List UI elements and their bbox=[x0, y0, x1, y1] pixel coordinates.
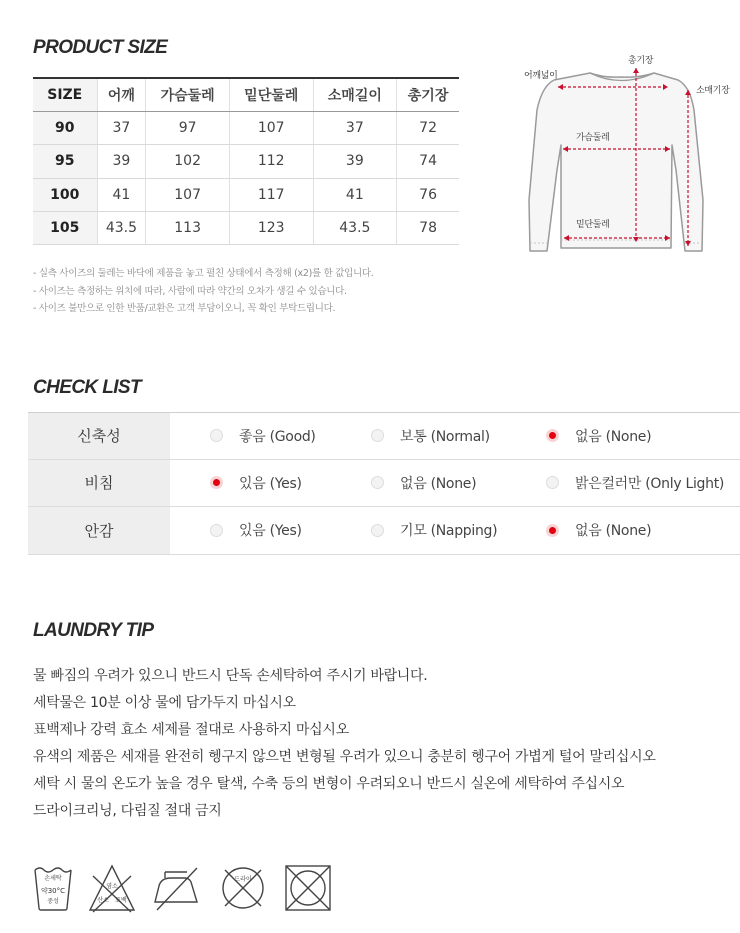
size-table-header: 밑단둘레 bbox=[229, 78, 313, 111]
radio-icon bbox=[371, 476, 384, 489]
size-table-cell: 107 bbox=[229, 111, 313, 144]
size-table-cell: 41 bbox=[97, 178, 146, 211]
check-option[interactable]: 없음 (None) bbox=[546, 507, 651, 554]
care-icon-text: 염소 bbox=[106, 883, 118, 890]
diagram-label-shoulder: 어깨넓이 bbox=[524, 71, 558, 81]
size-table-cell: 117 bbox=[229, 178, 313, 211]
laundry-tips bbox=[33, 663, 656, 825]
size-table-header: 총기장 bbox=[397, 78, 459, 111]
check-row-lining bbox=[28, 507, 740, 555]
care-icon-text: 약30°C bbox=[40, 887, 66, 895]
care-icon-text: 손세탁 bbox=[44, 875, 62, 882]
radio-icon bbox=[546, 429, 559, 442]
check-option[interactable]: 있음 (Yes) bbox=[210, 460, 302, 507]
size-table-cell: 72 bbox=[397, 111, 459, 144]
size-table-cell: 95 bbox=[33, 145, 97, 178]
check-option[interactable]: 밝은컬러만 (Only Light) bbox=[546, 460, 724, 507]
check-list-table bbox=[28, 412, 740, 555]
size-note: - 사이즈 불만으로 인한 반품/교환은 고객 부담이오니, 꼭 확인 부탁드립니다. bbox=[33, 303, 336, 314]
laundry-line: 세탁 시 물의 온도가 높을 경우 탈색, 수축 등의 변형이 우려되오니 반드시 실온에 세탁하여 주십시오 bbox=[33, 776, 625, 792]
check-option[interactable]: 기모 (Napping) bbox=[371, 507, 497, 554]
table-row bbox=[33, 212, 459, 245]
radio-icon bbox=[210, 476, 223, 489]
radio-icon bbox=[371, 524, 384, 537]
garment-measure-diagram bbox=[518, 50, 740, 260]
laundry-line: 유색의 제품은 세재를 완전히 헹구지 않으면 변형될 우려가 있으니 충분히 헹구어 가볍게 털어 말리십시오 bbox=[33, 749, 656, 765]
laundry-tip-title: LAUNDRY TIP bbox=[33, 620, 154, 641]
size-table-cell: 90 bbox=[33, 111, 97, 144]
radio-icon bbox=[546, 476, 559, 489]
size-table-cell: 107 bbox=[146, 178, 230, 211]
check-row-label: 비침 bbox=[28, 460, 170, 507]
size-table-header: SIZE bbox=[33, 78, 97, 111]
check-option[interactable]: 있음 (Yes) bbox=[210, 507, 302, 554]
no-dry-clean-icon bbox=[219, 862, 267, 914]
diagram-label-length: 총기장 bbox=[628, 56, 654, 66]
table-row bbox=[33, 111, 459, 144]
diagram-label-hem: 밑단둘레 bbox=[576, 220, 610, 230]
size-table-cell: 41 bbox=[313, 178, 397, 211]
size-note: - 사이즈는 측정하는 위치에 따라, 사람에 따라 약간의 오차가 생길 수 있습니다. bbox=[33, 285, 347, 297]
size-table-cell: 76 bbox=[397, 178, 459, 211]
table-row bbox=[33, 178, 459, 211]
check-row-elasticity bbox=[28, 412, 740, 460]
size-table-cell: 43.5 bbox=[313, 212, 397, 245]
size-table-cell: 97 bbox=[146, 111, 230, 144]
size-table-cell: 37 bbox=[97, 111, 146, 144]
care-icon-text: 드라이 bbox=[234, 876, 252, 883]
size-notes bbox=[33, 265, 373, 318]
size-table-cell: 78 bbox=[397, 212, 459, 245]
check-option[interactable]: 좋음 (Good) bbox=[210, 413, 316, 459]
no-iron-icon bbox=[151, 862, 201, 914]
care-icon-text: 중성 bbox=[47, 898, 59, 905]
care-icon-text: 표백 bbox=[115, 897, 127, 904]
product-size-title: PRODUCT SIZE bbox=[33, 37, 168, 58]
no-tumble-dry-icon bbox=[283, 862, 333, 914]
check-option[interactable]: 보통 (Normal) bbox=[371, 413, 490, 459]
check-option[interactable]: 없음 (None) bbox=[546, 413, 651, 459]
radio-icon bbox=[210, 524, 223, 537]
diagram-label-chest: 가슴둘레 bbox=[576, 133, 610, 143]
no-bleach-icon bbox=[87, 862, 137, 914]
size-table-cell: 112 bbox=[229, 145, 313, 178]
diagram-label-sleeve: 소매기장 bbox=[696, 86, 730, 96]
laundry-line: 물 빠짐의 우려가 있으니 반드시 단독 손세탁하여 주시기 바랍니다. bbox=[33, 668, 428, 684]
size-table-cell: 39 bbox=[97, 145, 146, 178]
check-option[interactable]: 없음 (None) bbox=[371, 460, 476, 507]
check-row-transparency bbox=[28, 460, 740, 508]
size-table-cell: 123 bbox=[229, 212, 313, 245]
laundry-line: 표백제나 강력 효소 세제를 절대로 사용하지 마십시오 bbox=[33, 722, 349, 738]
size-table-cell: 102 bbox=[146, 145, 230, 178]
size-table-cell: 43.5 bbox=[97, 212, 146, 245]
table-row bbox=[33, 145, 459, 178]
size-table-header: 가슴둘레 bbox=[146, 78, 230, 111]
size-table-cell: 74 bbox=[397, 145, 459, 178]
hand-wash-icon bbox=[33, 862, 73, 914]
check-row-label: 안감 bbox=[28, 507, 170, 554]
radio-icon bbox=[210, 429, 223, 442]
size-table-header: 어깨 bbox=[97, 78, 146, 111]
size-table-cell: 100 bbox=[33, 178, 97, 211]
check-row-label: 신축성 bbox=[28, 413, 170, 459]
laundry-line: 드라이크리닝, 다림질 절대 금지 bbox=[33, 803, 222, 819]
size-note: - 실측 사이즈의 둘레는 바닥에 제품을 놓고 펼친 상태에서 측정해 (x2)를 한 값입니다. bbox=[33, 268, 374, 279]
size-table bbox=[33, 77, 459, 245]
size-table-cell: 105 bbox=[33, 212, 97, 245]
size-table-header-row bbox=[33, 78, 459, 111]
size-table-header: 소매길이 bbox=[313, 78, 397, 111]
care-icon-text: 산소 bbox=[97, 897, 109, 904]
radio-icon bbox=[371, 429, 384, 442]
laundry-line: 세탁물은 10분 이상 물에 담가두지 마십시오 bbox=[33, 695, 296, 711]
check-list-title: CHECK LIST bbox=[33, 377, 142, 398]
radio-icon bbox=[546, 524, 559, 537]
size-table-cell: 39 bbox=[313, 145, 397, 178]
sweater-outline-icon bbox=[518, 50, 740, 260]
size-table-cell: 37 bbox=[313, 111, 397, 144]
size-table-cell: 113 bbox=[146, 212, 230, 245]
